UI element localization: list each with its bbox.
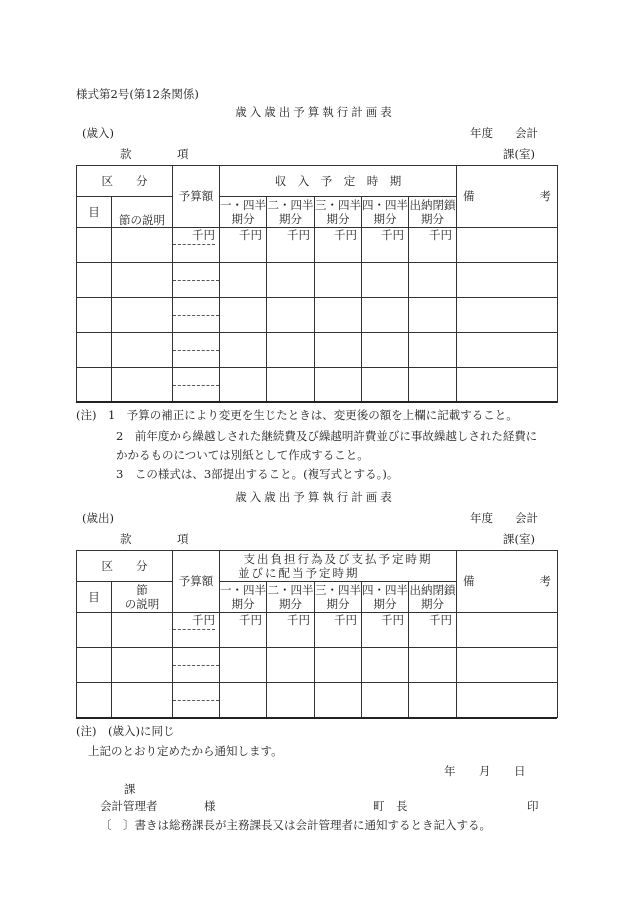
expenditure-kan-label: 款 — [120, 532, 132, 546]
revenue-kou-label: 項 — [177, 147, 189, 161]
unit-cell: 千円 — [220, 228, 267, 263]
date-year: 年 — [444, 764, 456, 778]
expenditure-section-label: (歳出) — [82, 511, 114, 525]
table-row — [77, 613, 558, 648]
q4-header: 四・四半期分 — [362, 197, 408, 226]
revenue-note-2: 2 前年度から繰越しされた継続費及び繰越明許費並びに事故繰越しされた経費に — [116, 429, 538, 443]
expenditure-title: 歳入歳出予算執行計画表 — [235, 490, 395, 504]
unit-cell: 千円 — [315, 613, 362, 648]
moku-header: 目 — [77, 582, 112, 613]
date-day: 日 — [514, 764, 526, 778]
kubun-header: 区 分 — [77, 551, 173, 582]
unit-cell: 千円 — [173, 228, 220, 263]
q2-header: 二・四半期分 — [267, 582, 314, 611]
q2-header: 二・四半期分 — [267, 197, 314, 226]
sama-label: 様 — [204, 799, 216, 813]
unit-cell: 千円 — [362, 613, 409, 648]
biko-header: 備 考 — [457, 166, 558, 228]
expenditure-kou-label: 項 — [177, 532, 189, 546]
date-month: 月 — [479, 764, 491, 778]
form-number: 様式第2号(第12条関係) — [76, 87, 199, 101]
revenue-year-label: 年度 — [470, 126, 493, 140]
table-row — [77, 263, 558, 298]
revenue-note-3: 3 この様式は、3部提出すること。(複写式とする。)。 — [116, 467, 399, 481]
setsu-header: 節 の説明 — [112, 582, 173, 613]
unit-cell: 千円 — [315, 228, 362, 263]
q3-header: 三・四半期分 — [315, 582, 361, 611]
revenue-title: 歳入歳出予算執行計画表 — [235, 105, 395, 119]
bracket-note: 〔 〕書きは総務課長が主務課長又は会計管理者に通知するとき記入する。 — [100, 818, 491, 832]
q4-header: 四・四半期分 — [362, 582, 408, 611]
revenue-table — [76, 165, 558, 403]
q3-header: 三・四半期分 — [315, 197, 361, 226]
table-row — [77, 368, 558, 403]
revenue-kan-label: 款 — [120, 147, 132, 161]
expenditure-ka-label: 課(室) — [503, 532, 535, 546]
q1-header: 一・四半期分 — [220, 197, 266, 226]
kubun-header: 区 分 — [77, 166, 173, 197]
revenue-account-label: 会計 — [515, 126, 538, 140]
revenue-ka-label: 課(室) — [503, 147, 535, 161]
period-header: 収 入 予 定 時 期 — [220, 166, 457, 197]
ka-label: 課 — [124, 782, 136, 796]
q1-header: 一・四半期分 — [220, 582, 266, 611]
unit-cell: 千円 — [267, 613, 315, 648]
revenue-bottom-rule — [76, 401, 557, 403]
period-header: 支出負担行為及び支払予定時期 並びに配当予定時期 — [220, 551, 457, 582]
unit-cell: 千円 — [173, 613, 220, 648]
seal-label: 印 — [527, 799, 539, 813]
biko-header: 備 考 — [457, 551, 558, 613]
table-row — [77, 228, 558, 263]
expenditure-year-label: 年度 — [470, 511, 493, 525]
unit-cell: 千円 — [409, 613, 457, 648]
unit-cell: 千円 — [267, 228, 315, 263]
expenditure-bottom-rule — [76, 717, 557, 719]
unit-cell: 千円 — [409, 228, 457, 263]
expenditure-account-label: 会計 — [515, 511, 538, 525]
table-row — [77, 298, 558, 333]
q5-header: 出納閉鎖期分 — [409, 582, 456, 611]
unit-cell: 千円 — [362, 228, 409, 263]
setsu-header: 節の説明 — [112, 197, 173, 228]
table-row — [77, 683, 558, 718]
unit-cell: 千円 — [220, 613, 267, 648]
kaikei-kanrisha-label: 会計管理者 — [100, 799, 158, 813]
expenditure-table — [76, 550, 558, 718]
revenue-section-label: (歳入) — [82, 126, 114, 140]
table-row — [77, 648, 558, 683]
chou-label: 町 長 — [373, 799, 408, 813]
yosangaku-header: 予算額 — [173, 551, 220, 613]
revenue-note-1: (注) 1 予算の補正により変更を生じたときは、変更後の額を上欄に記載すること。 — [76, 408, 518, 422]
q5-header: 出納閉鎖期分 — [409, 197, 456, 226]
table-row — [77, 333, 558, 368]
revenue-note-2b: かかるものについては別紙として作成すること。 — [116, 448, 369, 462]
expenditure-note: (注) (歳入)に同じ — [76, 724, 175, 738]
notice-text: 上記のとおり定めたから通知します。 — [88, 744, 283, 758]
yosangaku-header: 予算額 — [173, 166, 220, 228]
moku-header: 目 — [77, 197, 112, 228]
